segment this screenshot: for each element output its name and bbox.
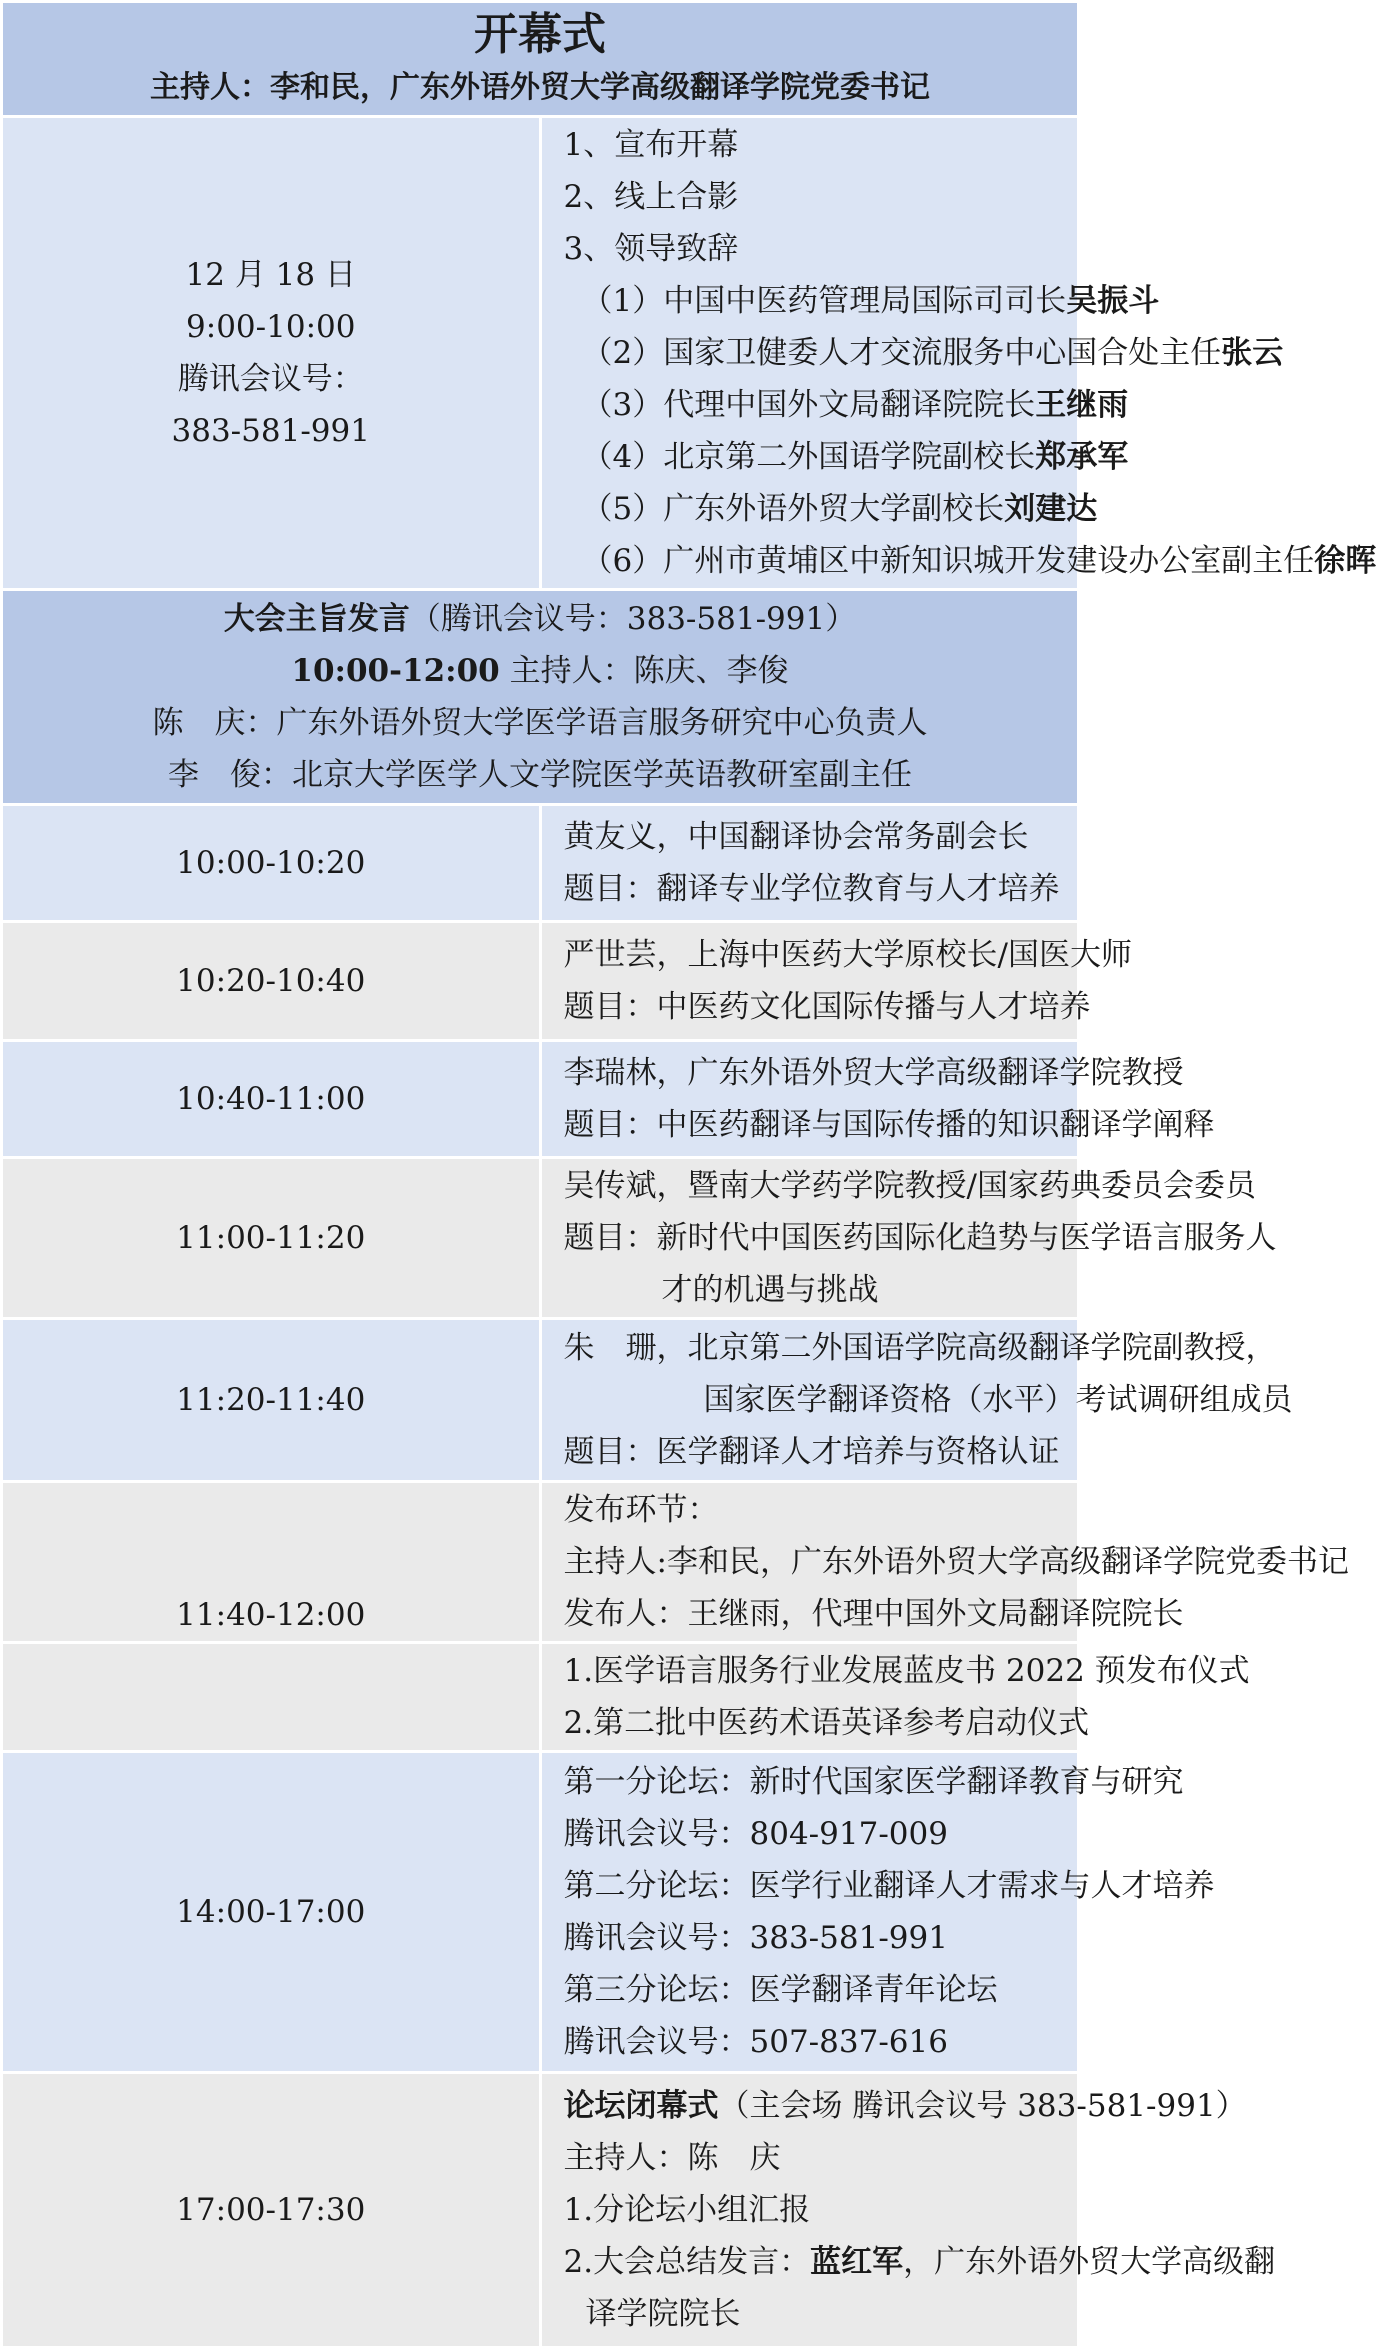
- speech-line: [564, 483, 1098, 535]
- talk-content: [540, 1158, 1277, 1319]
- forum-meeting: 腾讯会议号：507-837-616: [563, 2024, 948, 2060]
- opening-hours: 9:00-10:00: [186, 309, 356, 345]
- talk-content: [540, 922, 1132, 1041]
- forums-content: [540, 1752, 1215, 2073]
- forums-row: [2, 1752, 1079, 2073]
- release-item: 2.第二批中医药术语英译参考启动仪式: [563, 1705, 1090, 1741]
- opening-header-row: [2, 2, 1079, 117]
- speech-name: 张云: [1221, 335, 1284, 371]
- opening-item: 3、领导致辞: [563, 231, 739, 267]
- talk-content: [540, 1041, 1215, 1158]
- talk-speaker: 吴传斌，暨南大学药学院教授/国家药典委员会委员: [563, 1168, 1256, 1204]
- opening-meeting-id: 383-581-991: [171, 413, 370, 449]
- talk-content: [540, 805, 1079, 922]
- release-title: 发布环节：: [563, 1492, 719, 1528]
- closing-item: [563, 2236, 1276, 2288]
- speech-name: 王继雨: [1035, 387, 1129, 423]
- release-items-row: [2, 1643, 1079, 1752]
- opening-header: [2, 2, 1079, 117]
- keynote-host1: 陈 庆：广东外语外贸大学医学语言服务研究中心负责人: [152, 705, 928, 741]
- forums-time: 14:00-17:00: [2, 1752, 541, 2073]
- speech-role: （4）北京第二外国语学院副校长: [581, 439, 1036, 475]
- closing-item-continued: 译学院院长: [585, 2296, 741, 2332]
- talk-speaker: 李瑞林，广东外语外贸大学高级翻译学院教授: [563, 1055, 1184, 1091]
- talk-topic: 题目：医学翻译人才培养与资格认证: [563, 1434, 1060, 1470]
- release-items-time: [2, 1643, 541, 1752]
- keynote-title-line: [3, 593, 1077, 645]
- closing-speaker-role: ，广东外语外贸大学高级翻: [903, 2244, 1276, 2280]
- talk-time: 11:00-11:20: [2, 1158, 541, 1319]
- forum-name: 第三分论坛：医学翻译青年论坛: [563, 1972, 998, 2008]
- talk-speaker: 严世芸，上海中医药大学原校长/国医大师: [563, 937, 1132, 973]
- talk-time: 11:20-11:40: [2, 1319, 541, 1482]
- talk-topic: 题目：翻译专业学位教育与人才培养: [563, 871, 1060, 907]
- closing-title-line: [563, 2080, 1247, 2132]
- forum-name: 第一分论坛：新时代国家医学翻译教育与研究: [563, 1764, 1184, 1800]
- talk-speaker-continued: 国家医学翻译资格（水平）考试调研组成员: [703, 1382, 1293, 1418]
- talk-topic-continued: 才的机遇与挑战: [661, 1272, 879, 1308]
- release-item: 1.医学语言服务行业发展蓝皮书 2022 预发布仪式: [563, 1653, 1250, 1689]
- opening-time-cell: [2, 117, 541, 590]
- talk-content: [540, 1319, 1293, 1482]
- speech-role: （6）广州市黄埔区中新知识城开发建设办公室副主任: [581, 543, 1315, 579]
- speech-name: 刘建达: [1004, 491, 1098, 527]
- keynote-title: 大会主旨发言: [223, 601, 410, 637]
- speech-name: 吴振斗: [1066, 283, 1160, 319]
- release-publisher: 发布人：王继雨，代理中国外文局翻译院院长: [563, 1596, 1184, 1632]
- talk-topic: 题目：新时代中国医药国际化趋势与医学语言服务人: [563, 1220, 1277, 1256]
- opening-content-cell: [540, 117, 1376, 590]
- forum-name: 第二分论坛：医学行业翻译人才需求与人才培养: [563, 1868, 1215, 1904]
- talk-time: 10:20-10:40: [2, 922, 541, 1041]
- forum-meeting: 腾讯会议号：383-581-991: [563, 1920, 948, 1956]
- closing-speaker-name: 蓝红军: [810, 2244, 904, 2280]
- speech-name: 徐晖: [1314, 543, 1376, 579]
- opening-host: 主持人：李和民，广东外语外贸大学高级翻译学院党委书记: [150, 70, 930, 105]
- speech-line: [564, 379, 1129, 431]
- talk-topic: 题目：中医药翻译与国际传播的知识翻译学阐释: [563, 1107, 1215, 1143]
- speech-line: [564, 431, 1129, 483]
- release-time: 11:40-12:00: [2, 1482, 541, 1643]
- keynote-hosts: 主持人：陈庆、李俊: [499, 653, 789, 689]
- keynote-header: [2, 590, 1079, 805]
- opening-meeting-label: 腾讯会议号：: [177, 361, 364, 397]
- speech-line: [564, 535, 1376, 587]
- opening-title: 开幕式: [474, 9, 606, 60]
- closing-host: 主持人：陈 庆: [563, 2140, 781, 2176]
- talk-time: 10:00-10:20: [2, 805, 541, 922]
- talk-time: 10:40-11:00: [2, 1041, 541, 1158]
- keynote-time: 10:00-12:00: [291, 653, 500, 689]
- release-items: [540, 1643, 1250, 1752]
- release-row: [2, 1482, 1079, 1643]
- talk-row: [2, 1158, 1079, 1319]
- speech-role: （1）中国中医药管理局国际司司长: [581, 283, 1067, 319]
- closing-item: 1.分论坛小组汇报: [563, 2192, 811, 2228]
- closing-meeting: （主会场 腾讯会议号 383-581-991）: [718, 2088, 1247, 2124]
- keynote-time-line: [3, 645, 1077, 697]
- speech-line: [564, 275, 1160, 327]
- keynote-header-row: [2, 590, 1079, 805]
- speech-role: （5）广东外语外贸大学副校长: [581, 491, 1005, 527]
- release-content: [540, 1482, 1349, 1643]
- closing-item-prefix: 2.大会总结发言：: [563, 2244, 811, 2280]
- talk-speaker: 朱 珊，北京第二外国语学院高级翻译学院副教授，: [563, 1330, 1277, 1366]
- release-host: 主持人:李和民，广东外语外贸大学高级翻译学院党委书记: [563, 1544, 1349, 1580]
- keynote-meeting: （腾讯会议号：383-581-991）: [409, 601, 857, 637]
- talk-speaker: 黄友义，中国翻译协会常务副会长: [563, 819, 1029, 855]
- keynote-host2: 李 俊：北京大学医学人文学院医学英语教研室副主任: [168, 757, 912, 793]
- talk-row: [2, 805, 1079, 922]
- talk-row: [2, 1041, 1079, 1158]
- forum-meeting: 腾讯会议号：804-917-009: [563, 1816, 948, 1852]
- closing-time: 17:00-17:30: [2, 2073, 541, 2348]
- opening-item: 2、线上合影: [563, 179, 739, 215]
- closing-content: [540, 2073, 1276, 2348]
- opening-item: 1、宣布开幕: [563, 127, 739, 163]
- opening-date: 12 月 18 日: [185, 257, 356, 293]
- speech-role: （3）代理中国外文局翻译院院长: [581, 387, 1036, 423]
- closing-title: 论坛闭幕式: [563, 2088, 719, 2124]
- speech-name: 郑承军: [1035, 439, 1129, 475]
- speech-role: （2）国家卫健委人才交流服务中心国合处主任: [581, 335, 1222, 371]
- talk-topic: 题目：中医药文化国际传播与人才培养: [563, 989, 1091, 1025]
- speech-line: [564, 327, 1284, 379]
- talk-row: [2, 1319, 1079, 1482]
- talk-row: [2, 922, 1079, 1041]
- opening-body-row: [2, 117, 1079, 590]
- closing-row: [2, 2073, 1079, 2348]
